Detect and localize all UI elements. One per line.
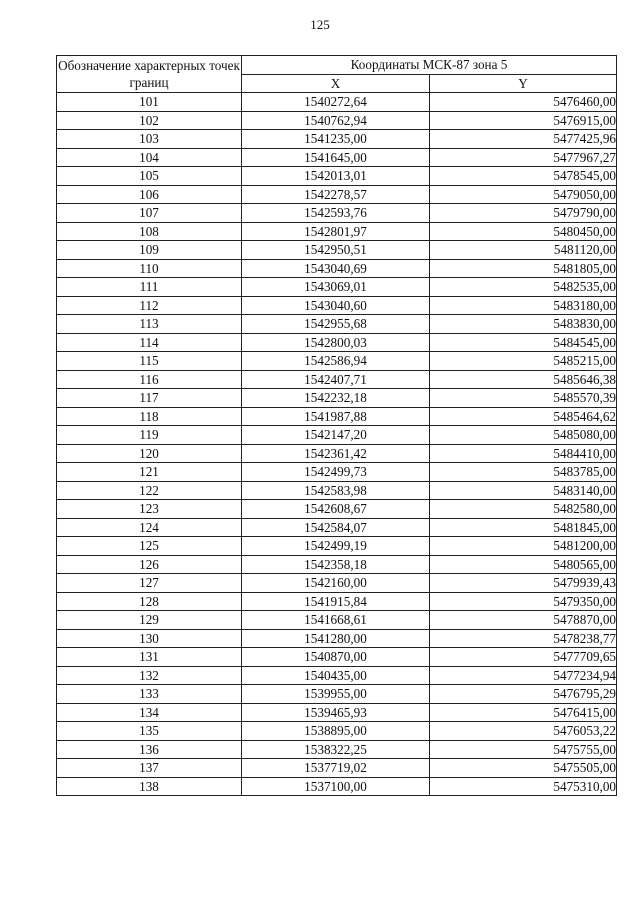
point-id-cell: 116 (57, 370, 242, 389)
coordinates-system-header: Координаты МСК-87 зона 5 (242, 56, 617, 75)
table-row (57, 93, 617, 112)
point-id-cell: 121 (57, 463, 242, 482)
coordinates-table (56, 55, 617, 796)
point-id-cell: 128 (57, 592, 242, 611)
table-row (57, 611, 617, 630)
point-id-cell: 103 (57, 130, 242, 149)
x-coordinate-cell: 1542232,18 (242, 389, 430, 408)
y-coordinate-cell: 5475755,00 (430, 740, 617, 759)
x-coordinate-cell: 1543040,69 (242, 259, 430, 278)
point-id-cell: 130 (57, 629, 242, 648)
table-row (57, 740, 617, 759)
x-coordinate-cell: 1541668,61 (242, 611, 430, 630)
table-row (57, 703, 617, 722)
table-row (57, 592, 617, 611)
x-coordinate-cell: 1542358,18 (242, 555, 430, 574)
point-id-cell: 105 (57, 167, 242, 186)
table-row (57, 259, 617, 278)
x-coordinate-cell: 1542955,68 (242, 315, 430, 334)
table-row (57, 296, 617, 315)
table-row (57, 130, 617, 149)
x-coordinate-cell: 1542584,07 (242, 518, 430, 537)
y-coordinate-cell: 5476915,00 (430, 111, 617, 130)
y-coordinate-cell: 5480565,00 (430, 555, 617, 574)
x-coordinate-cell: 1542499,19 (242, 537, 430, 556)
table-row (57, 629, 617, 648)
table-row (57, 204, 617, 223)
point-id-cell: 126 (57, 555, 242, 574)
header-row-group (57, 56, 617, 75)
point-id-cell: 127 (57, 574, 242, 593)
y-coordinate-cell: 5477234,94 (430, 666, 617, 685)
x-coordinate-cell: 1542800,03 (242, 333, 430, 352)
x-coordinate-cell: 1542147,20 (242, 426, 430, 445)
x-coordinate-cell: 1542593,76 (242, 204, 430, 223)
x-coordinate-cell: 1542801,97 (242, 222, 430, 241)
point-id-cell: 136 (57, 740, 242, 759)
page-number: 125 (310, 17, 330, 32)
table-body (57, 93, 617, 796)
x-coordinate-cell: 1541280,00 (242, 629, 430, 648)
point-id-cell: 101 (57, 93, 242, 112)
x-column-header: X (242, 74, 430, 93)
table-row (57, 167, 617, 186)
y-coordinate-cell: 5475505,00 (430, 759, 617, 778)
x-coordinate-cell: 1540762,94 (242, 111, 430, 130)
table-row (57, 463, 617, 482)
table-row (57, 148, 617, 167)
x-coordinate-cell: 1540435,00 (242, 666, 430, 685)
x-coordinate-cell: 1541645,00 (242, 148, 430, 167)
point-id-cell: 117 (57, 389, 242, 408)
x-coordinate-cell: 1542583,98 (242, 481, 430, 500)
point-id-cell: 114 (57, 333, 242, 352)
point-id-cell: 113 (57, 315, 242, 334)
point-id-cell: 108 (57, 222, 242, 241)
x-coordinate-cell: 1542586,94 (242, 352, 430, 371)
x-coordinate-cell: 1542013,01 (242, 167, 430, 186)
table-row (57, 722, 617, 741)
table-row (57, 333, 617, 352)
x-coordinate-cell: 1539955,00 (242, 685, 430, 704)
point-id-cell: 120 (57, 444, 242, 463)
table-row (57, 407, 617, 426)
y-coordinate-cell: 5481200,00 (430, 537, 617, 556)
point-id-cell: 138 (57, 777, 242, 796)
y-coordinate-cell: 5476795,29 (430, 685, 617, 704)
y-coordinate-cell: 5485570,39 (430, 389, 617, 408)
table-row (57, 278, 617, 297)
point-id-cell: 129 (57, 611, 242, 630)
y-coordinate-cell: 5482580,00 (430, 500, 617, 519)
point-id-cell: 123 (57, 500, 242, 519)
table-row (57, 685, 617, 704)
y-column-header: Y (430, 74, 617, 93)
y-coordinate-cell: 5483830,00 (430, 315, 617, 334)
point-id-cell: 104 (57, 148, 242, 167)
table-row (57, 481, 617, 500)
table-row (57, 444, 617, 463)
table-row (57, 666, 617, 685)
x-coordinate-cell: 1542499,73 (242, 463, 430, 482)
point-id-cell: 133 (57, 685, 242, 704)
x-coordinate-cell: 1537100,00 (242, 777, 430, 796)
y-coordinate-cell: 5483785,00 (430, 463, 617, 482)
table-row (57, 389, 617, 408)
point-id-cell: 111 (57, 278, 242, 297)
y-coordinate-cell: 5485646,38 (430, 370, 617, 389)
y-coordinate-cell: 5475310,00 (430, 777, 617, 796)
x-coordinate-cell: 1538322,25 (242, 740, 430, 759)
point-id-cell: 131 (57, 648, 242, 667)
x-coordinate-cell: 1537719,02 (242, 759, 430, 778)
table-row (57, 241, 617, 260)
x-coordinate-cell: 1539465,93 (242, 703, 430, 722)
x-coordinate-cell: 1542950,51 (242, 241, 430, 260)
table-row (57, 352, 617, 371)
y-coordinate-cell: 5484410,00 (430, 444, 617, 463)
table-row (57, 555, 617, 574)
y-coordinate-cell: 5481805,00 (430, 259, 617, 278)
y-coordinate-cell: 5478545,00 (430, 167, 617, 186)
y-coordinate-cell: 5476053,22 (430, 722, 617, 741)
y-coordinate-cell: 5476460,00 (430, 93, 617, 112)
table-row (57, 185, 617, 204)
point-id-cell: 112 (57, 296, 242, 315)
y-coordinate-cell: 5485464,62 (430, 407, 617, 426)
point-id-cell: 110 (57, 259, 242, 278)
point-id-cell: 106 (57, 185, 242, 204)
x-coordinate-cell: 1543040,60 (242, 296, 430, 315)
table-header (57, 56, 617, 93)
y-coordinate-cell: 5477967,27 (430, 148, 617, 167)
x-coordinate-cell: 1540272,64 (242, 93, 430, 112)
y-coordinate-cell: 5479790,00 (430, 204, 617, 223)
x-coordinate-cell: 1542361,42 (242, 444, 430, 463)
table-row (57, 426, 617, 445)
x-coordinate-cell: 1541915,84 (242, 592, 430, 611)
point-designation-header: Обозначение характерных точек границ (57, 56, 242, 93)
x-coordinate-cell: 1538895,00 (242, 722, 430, 741)
y-coordinate-cell: 5481120,00 (430, 241, 617, 260)
x-coordinate-cell: 1543069,01 (242, 278, 430, 297)
x-coordinate-cell: 1541235,00 (242, 130, 430, 149)
x-coordinate-cell: 1540870,00 (242, 648, 430, 667)
table-row (57, 500, 617, 519)
y-coordinate-cell: 5480450,00 (430, 222, 617, 241)
y-coordinate-cell: 5485215,00 (430, 352, 617, 371)
table-row (57, 777, 617, 796)
point-id-cell: 124 (57, 518, 242, 537)
point-id-cell: 107 (57, 204, 242, 223)
table-row (57, 537, 617, 556)
y-coordinate-cell: 5479350,00 (430, 592, 617, 611)
y-coordinate-cell: 5483180,00 (430, 296, 617, 315)
x-coordinate-cell: 1542407,71 (242, 370, 430, 389)
table-row (57, 518, 617, 537)
point-id-cell: 132 (57, 666, 242, 685)
x-coordinate-cell: 1542608,67 (242, 500, 430, 519)
point-id-cell: 119 (57, 426, 242, 445)
point-id-cell: 115 (57, 352, 242, 371)
y-coordinate-cell: 5479939,43 (430, 574, 617, 593)
table-row (57, 315, 617, 334)
point-id-cell: 118 (57, 407, 242, 426)
y-coordinate-cell: 5481845,00 (430, 518, 617, 537)
table-row (57, 574, 617, 593)
table-row (57, 370, 617, 389)
point-id-cell: 109 (57, 241, 242, 260)
table-row (57, 648, 617, 667)
point-id-cell: 135 (57, 722, 242, 741)
point-id-cell: 134 (57, 703, 242, 722)
x-coordinate-cell: 1542160,00 (242, 574, 430, 593)
y-coordinate-cell: 5484545,00 (430, 333, 617, 352)
table-row (57, 111, 617, 130)
point-id-cell: 137 (57, 759, 242, 778)
point-id-cell: 125 (57, 537, 242, 556)
x-coordinate-cell: 1541987,88 (242, 407, 430, 426)
y-coordinate-cell: 5485080,00 (430, 426, 617, 445)
point-id-cell: 122 (57, 481, 242, 500)
table-row (57, 759, 617, 778)
y-coordinate-cell: 5483140,00 (430, 481, 617, 500)
y-coordinate-cell: 5477425,96 (430, 130, 617, 149)
x-coordinate-cell: 1542278,57 (242, 185, 430, 204)
y-coordinate-cell: 5482535,00 (430, 278, 617, 297)
point-id-cell: 102 (57, 111, 242, 130)
y-coordinate-cell: 5478870,00 (430, 611, 617, 630)
y-coordinate-cell: 5478238,77 (430, 629, 617, 648)
y-coordinate-cell: 5476415,00 (430, 703, 617, 722)
y-coordinate-cell: 5479050,00 (430, 185, 617, 204)
y-coordinate-cell: 5477709,65 (430, 648, 617, 667)
table-row (57, 222, 617, 241)
